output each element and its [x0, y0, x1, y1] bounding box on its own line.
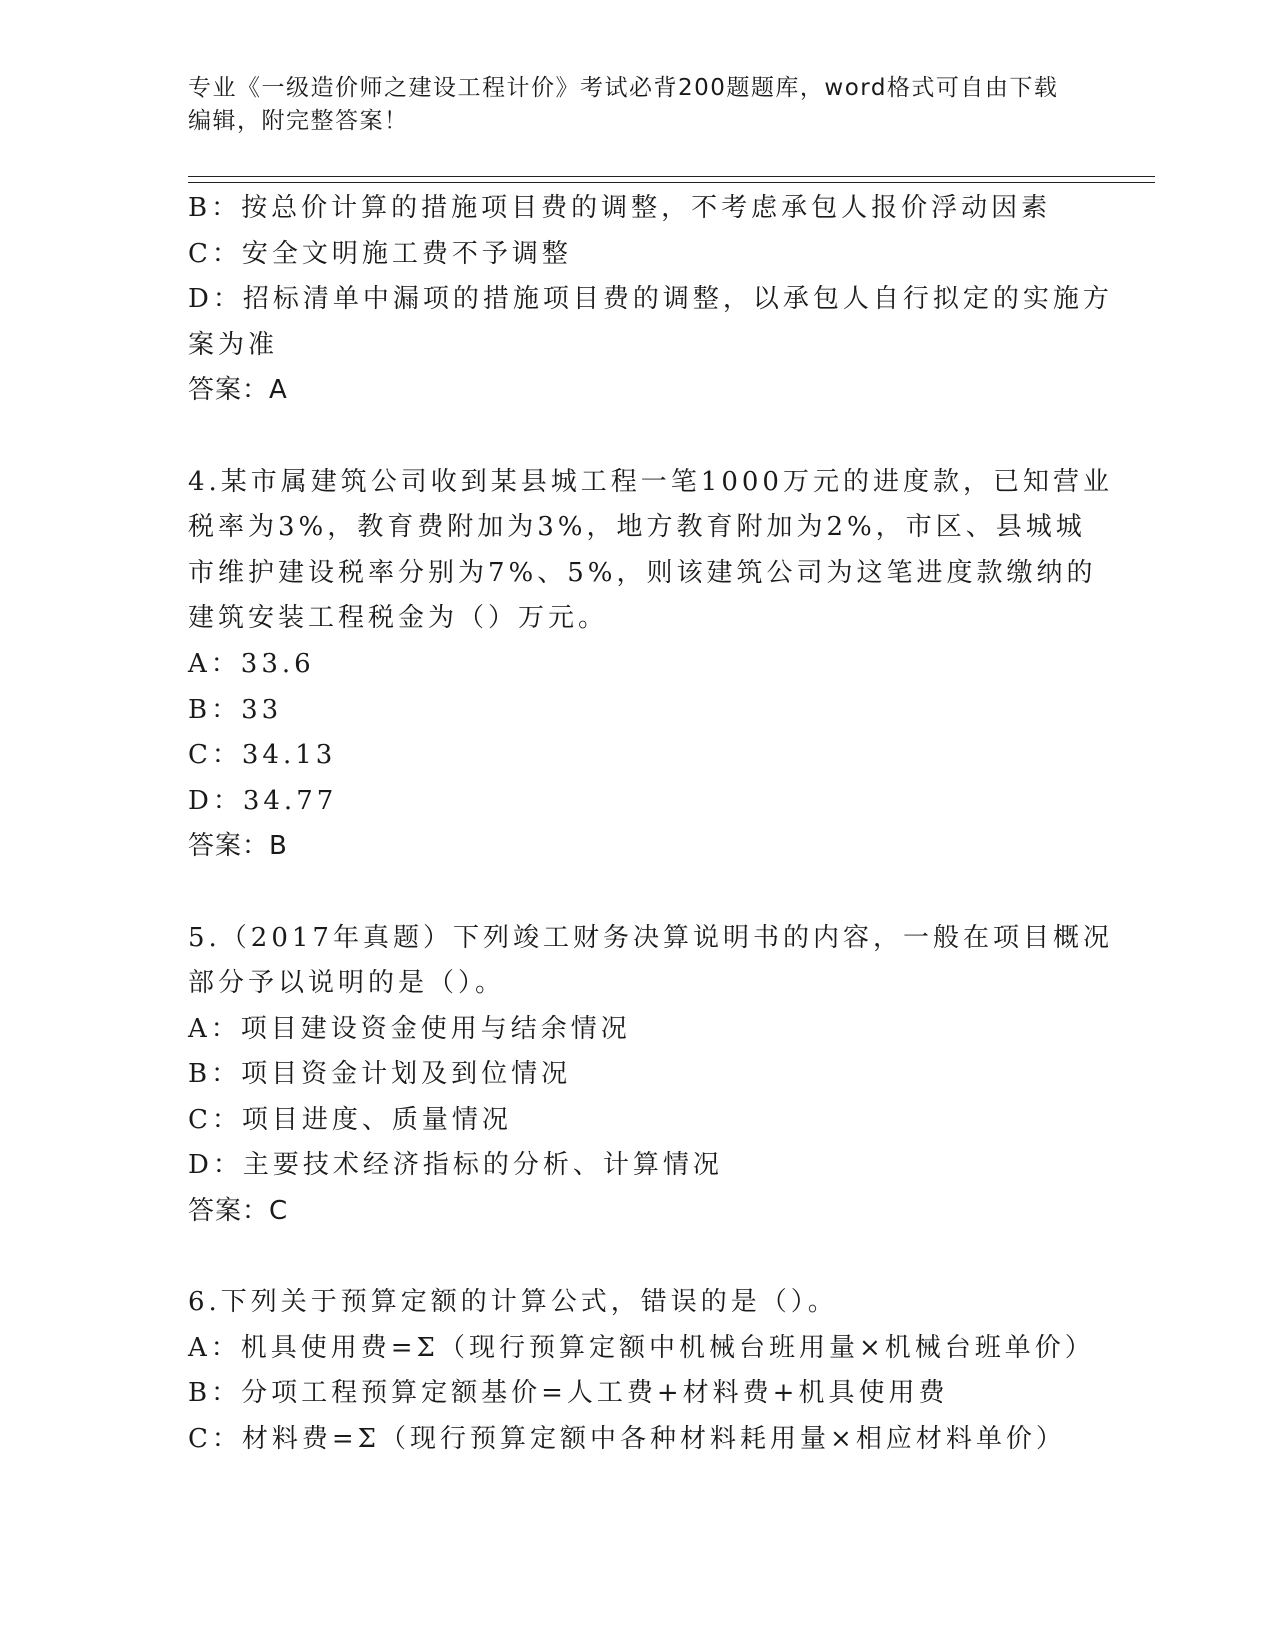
option-b: B：项目资金计划及到位情况	[188, 1059, 572, 1090]
option-d: D：34.77	[188, 785, 338, 816]
option-c: C：34.13	[188, 740, 337, 771]
question-stem-line-1: 4.某市属建筑公司收到某县城工程一笔1000万元的进度款，已知营业	[188, 466, 1113, 497]
header-rule-bottom	[188, 182, 1155, 183]
answer: 答案：B	[188, 831, 288, 862]
answer: 答案：A	[188, 375, 288, 406]
option-a: A：33.6	[188, 648, 315, 679]
document-header	[188, 72, 1068, 138]
spacer	[188, 1235, 1088, 1281]
question-stem-line-1: 5.（2017年真题）下列竣工财务决算说明书的内容，一般在项目概况	[188, 922, 1113, 953]
option-d-line-1: D：招标清单中漏项的措施项目费的调整，以承包人自行拟定的实施方	[188, 284, 1113, 315]
spacer	[188, 414, 1088, 460]
option-a: A：项目建设资金使用与结余情况	[188, 1013, 631, 1044]
option-b: B：分项工程预算定额基价=人工费+材料费+机具使用费	[188, 1378, 949, 1409]
header-line-1: 专业《一级造价师之建设工程计价》考试必背200题题库，word格式可自由下载	[188, 75, 1059, 101]
answer: 答案：C	[188, 1196, 289, 1227]
option-c: C：安全文明施工费不予调整	[188, 238, 572, 269]
question-stem-line-3: 市维护建设税率分别为7%、5%，则该建筑公司为这笔进度款缴纳的	[188, 557, 1097, 588]
option-c: C：材料费=Σ（现行预算定额中各种材料耗用量×相应材料单价）	[188, 1424, 1066, 1455]
option-c: C：项目进度、质量情况	[188, 1104, 512, 1135]
spacer	[188, 870, 1088, 916]
question-4	[188, 460, 1113, 870]
question-3	[188, 186, 1113, 414]
header-rule-top	[188, 176, 1155, 177]
question-6	[188, 1280, 1095, 1462]
option-a: A：机具使用费=Σ（现行预算定额中机械台班用量×机械台班单价）	[188, 1332, 1095, 1363]
document-body	[188, 186, 1113, 1463]
question-stem-line-2: 部分予以说明的是（）。	[188, 968, 506, 999]
option-b: B：33	[188, 694, 283, 725]
option-b: B：按总价计算的措施项目费的调整，不考虑承包人报价浮动因素	[188, 193, 1052, 223]
option-d: D：主要技术经济指标的分析、计算情况	[188, 1150, 723, 1181]
question-5	[188, 916, 1113, 1235]
question-stem-line-4: 建筑安装工程税金为（）万元。	[188, 603, 609, 634]
option-d-line-2: 案为准	[188, 329, 279, 360]
header-line-2: 编辑，附完整答案！	[188, 108, 409, 134]
question-stem-line-1: 6.下列关于预算定额的计算公式，错误的是（）。	[188, 1287, 838, 1318]
question-stem-line-2: 税率为3%，教育费附加为3%，地方教育附加为2%，市区、县城城	[188, 512, 1086, 543]
